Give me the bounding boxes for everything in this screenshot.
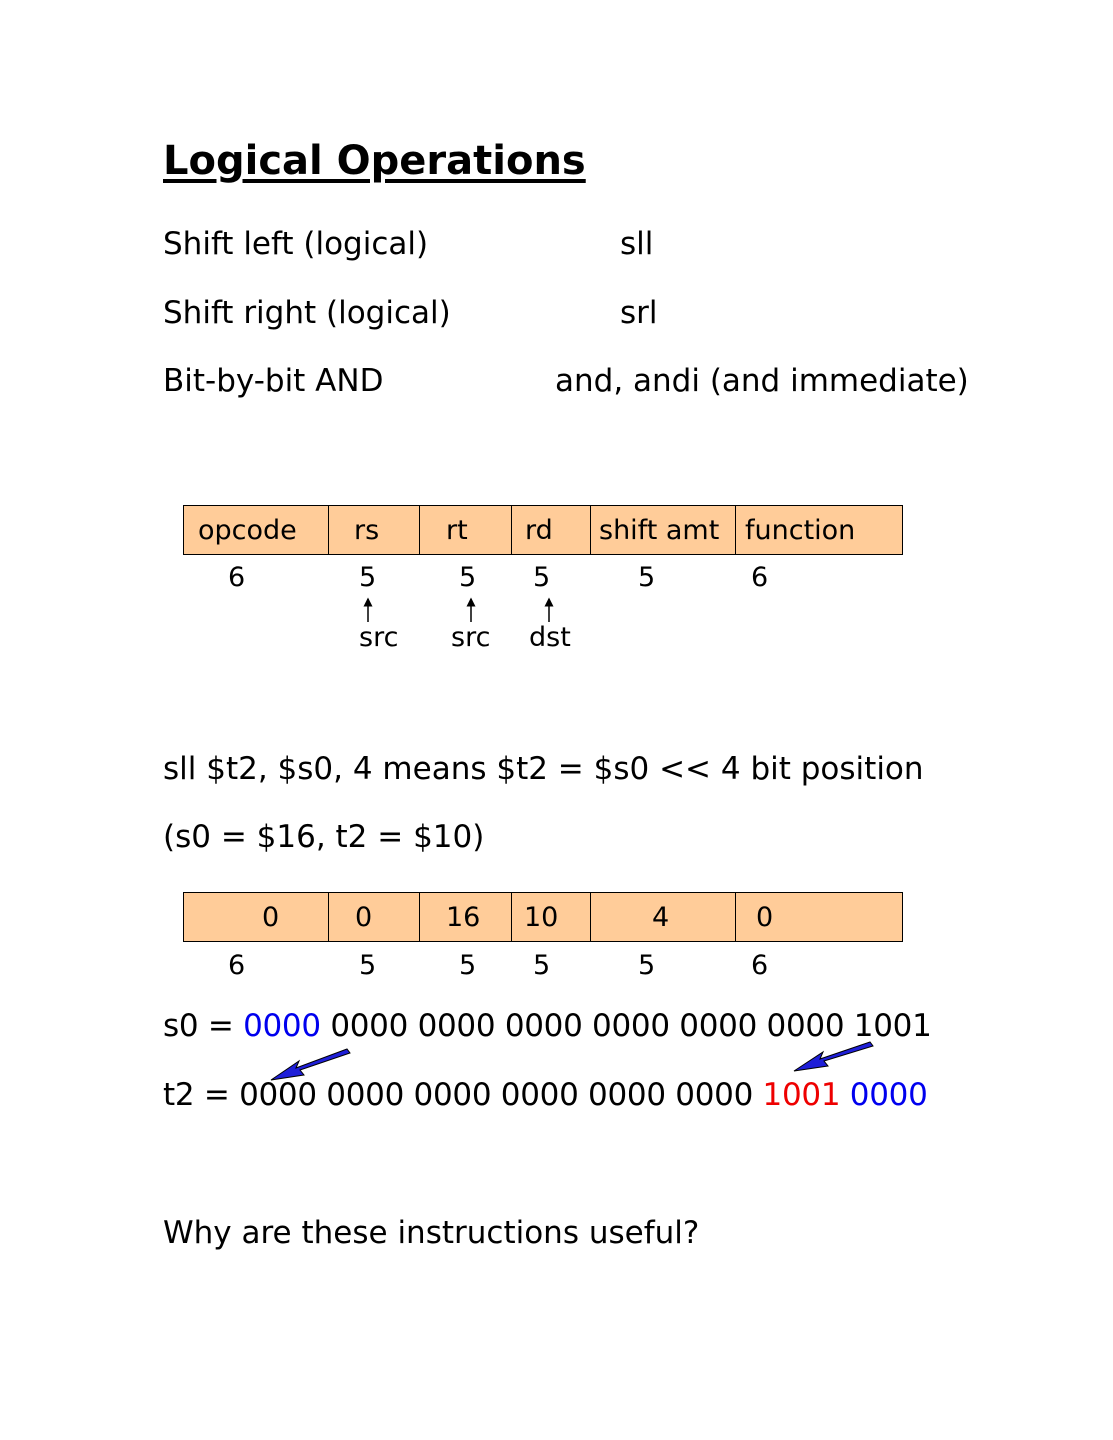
bit-width-opcode: 6 bbox=[228, 562, 246, 593]
bit-width-rd-2: 5 bbox=[533, 950, 551, 981]
s0-prefix: s0 = bbox=[163, 1008, 244, 1044]
role-label-rd: dst bbox=[529, 622, 571, 653]
bit-width-rd: 5 bbox=[533, 562, 551, 593]
field-shift-amt: shift amt bbox=[591, 506, 736, 554]
bit-width-rs: 5 bbox=[359, 562, 377, 593]
op-name-and: Bit-by-bit AND bbox=[163, 363, 384, 399]
op-mnemonic-srl: srl bbox=[620, 295, 658, 331]
question-text: Why are these instructions useful? bbox=[163, 1215, 700, 1251]
bit-width-shift-amt: 5 bbox=[638, 562, 656, 593]
t2-fill-nibble: 0000 bbox=[840, 1077, 928, 1113]
op-mnemonic-sll: sll bbox=[620, 226, 654, 262]
field-rs: rs bbox=[329, 506, 420, 554]
s0-rest: 0000 0000 0000 0000 0000 0000 1001 bbox=[320, 1008, 932, 1044]
field-rd: rd bbox=[512, 506, 591, 554]
bit-width-rs-2: 5 bbox=[359, 950, 377, 981]
op-mnemonic-and: and, andi (and immediate) bbox=[555, 363, 969, 399]
shift-arrow-right-icon bbox=[794, 1042, 873, 1071]
op-name-srl: Shift right (logical) bbox=[163, 295, 451, 331]
value-rt: 16 bbox=[420, 893, 512, 941]
field-function: function bbox=[745, 515, 856, 546]
bit-width-shift-amt-2: 5 bbox=[638, 950, 656, 981]
example-line-2: (s0 = $16, t2 = $10) bbox=[163, 819, 485, 855]
value-rd: 10 bbox=[512, 893, 591, 941]
value-opcode: 0 bbox=[184, 893, 329, 941]
field-rt: rt bbox=[420, 506, 512, 554]
bit-width-rt: 5 bbox=[459, 562, 477, 593]
role-label-rs: src bbox=[359, 622, 399, 653]
s0-high-nibble: 0000 bbox=[243, 1008, 321, 1044]
shift-arrow-left-icon bbox=[271, 1049, 350, 1080]
op-name-sll: Shift left (logical) bbox=[163, 226, 429, 262]
bit-width-opcode-2: 6 bbox=[228, 950, 246, 981]
example-line-1: sll $t2, $s0, 4 means $t2 = $s0 << 4 bit position bbox=[163, 751, 924, 787]
t2-rest: 0000 0000 0000 0000 0000 0000 bbox=[239, 1077, 763, 1113]
value-rs: 0 bbox=[329, 893, 420, 941]
t2-prefix: t2 = bbox=[163, 1077, 240, 1113]
field-opcode: opcode bbox=[184, 506, 329, 554]
value-function: 0 bbox=[756, 902, 774, 933]
value-shift-amt: 4 bbox=[591, 893, 736, 941]
role-label-rt: src bbox=[451, 622, 491, 653]
bit-width-function: 6 bbox=[751, 562, 769, 593]
t2-shifted-nibble: 1001 bbox=[762, 1077, 841, 1113]
bit-width-rt-2: 5 bbox=[459, 950, 477, 981]
bit-width-function-2: 6 bbox=[751, 950, 769, 981]
page-title: Logical Operations bbox=[163, 138, 586, 184]
